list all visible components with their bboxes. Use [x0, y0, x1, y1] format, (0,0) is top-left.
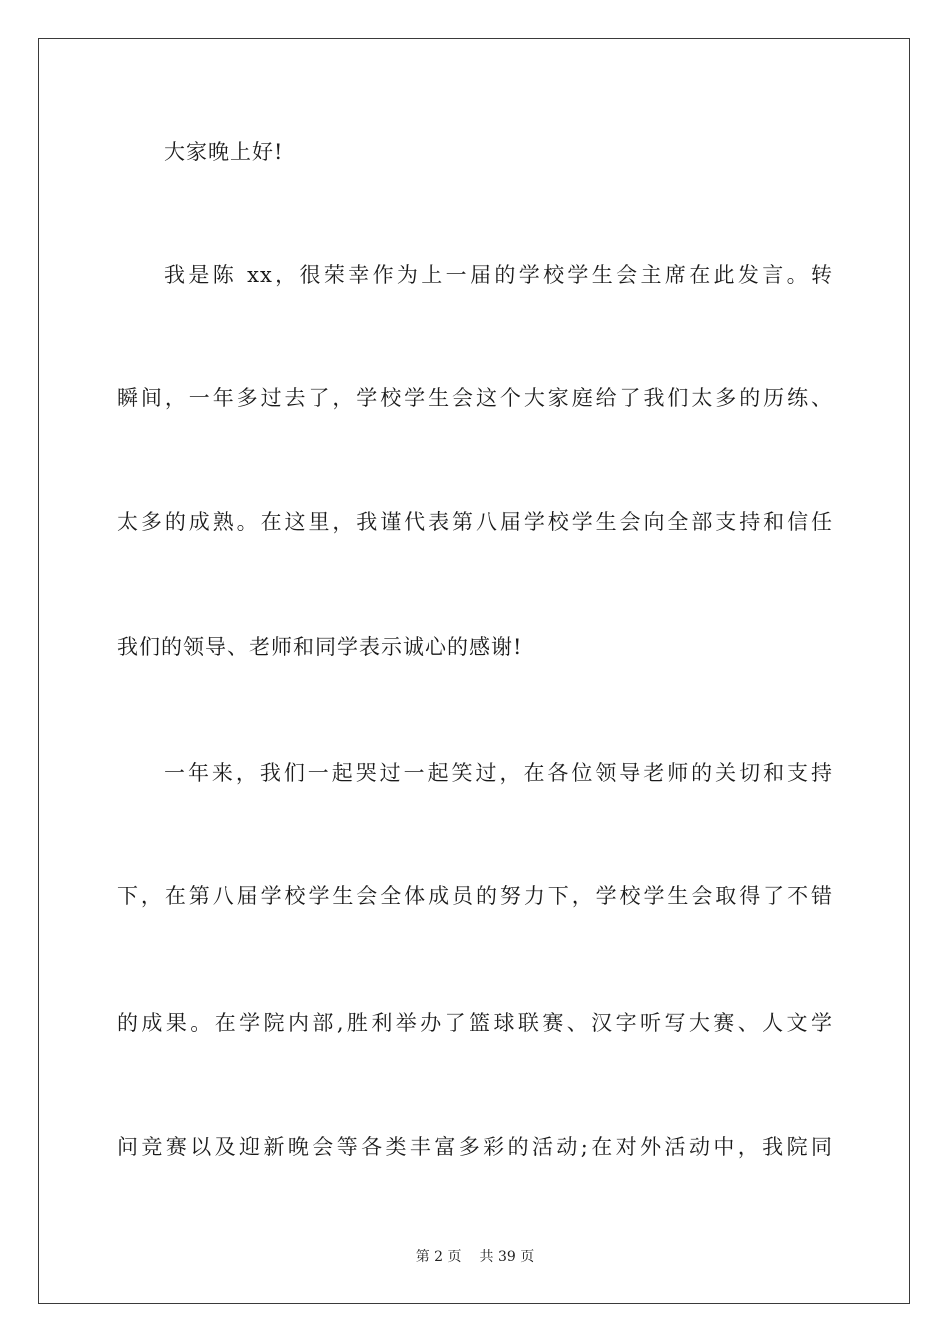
body-text-line: 问竞赛以及迎新晚会等各类丰富多彩的活动;在对外活动中，我院同	[117, 1135, 833, 1159]
greeting-line: 大家晚上好!	[164, 140, 284, 164]
body-text-line: 下，在第八届学校学生会全体成员的努力下，学校学生会取得了不错	[117, 884, 833, 908]
body-text-line: 太多的成熟。在这里，我谨代表第八届学校学生会向全部支持和信任	[117, 510, 833, 534]
body-text-line: 瞬间，一年多过去了，学校学生会这个大家庭给了我们太多的历练、	[117, 386, 833, 410]
page-total: 共 39 页	[479, 1249, 535, 1265]
page-number: 第 2 页	[415, 1249, 462, 1265]
body-text-line: 我是陈 xx，很荣幸作为上一届的学校学生会主席在此发言。转	[164, 263, 833, 287]
body-text-line: 的成果。在学院内部,胜利举办了篮球联赛、汉字听写大赛、人文学	[117, 1011, 833, 1035]
body-text-line: 一年来，我们一起哭过一起笑过，在各位领导老师的关切和支持	[164, 761, 833, 785]
page-border	[38, 38, 910, 1304]
page-footer	[0, 1247, 950, 1267]
body-text-line: 我们的领导、老师和同学表示诚心的感谢!	[117, 635, 523, 659]
